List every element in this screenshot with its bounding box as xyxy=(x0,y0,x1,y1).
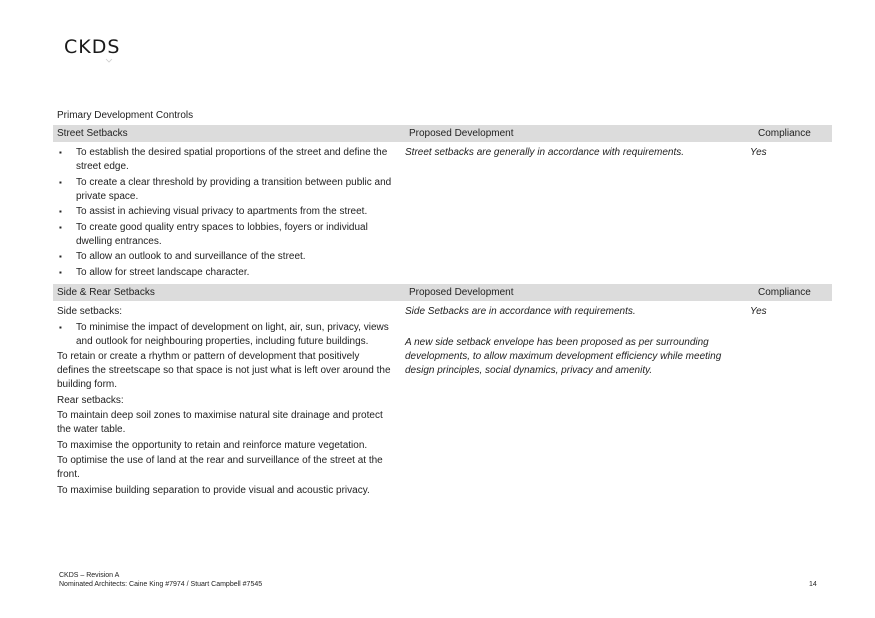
proposed-text-1: Side Setbacks are in accordance with requirements. xyxy=(405,306,636,317)
rear-item: To maximise the opportunity to retain and reinforce mature vegetation. xyxy=(57,439,368,451)
table-row-street-setbacks xyxy=(53,142,832,284)
list-item: ▪ To allow for street landscape character. xyxy=(57,266,393,280)
header-col-compliance: Compliance xyxy=(758,127,811,139)
side-setbacks-objectives xyxy=(57,321,393,349)
table-header-side-rear-setbacks xyxy=(53,284,832,301)
controls-cell xyxy=(53,305,401,499)
list-item: ▪ To allow an outlook to and surveillance of the street. xyxy=(57,250,393,264)
rear-item: To optimise the use of land at the rear and surveillance of the street at the front. xyxy=(57,455,383,480)
list-item: ▪ To minimise the impact of development on light, air, sun, privacy, views and outlook for neighbouring properties, including future buildings. xyxy=(57,321,393,349)
list-item: ▪ To assist in achieving visual privacy to apartments from the street. xyxy=(57,205,393,219)
footer xyxy=(59,571,262,589)
side-setbacks-text: To retain or create a rhythm or pattern of development that positively defines the streetscape so that space is not just what is left over around the building form. xyxy=(57,351,391,390)
side-setbacks-label: Side setbacks: xyxy=(57,306,123,317)
svg-text:CKDS: CKDS xyxy=(64,36,121,58)
table-row-side-rear-setbacks xyxy=(53,301,832,499)
proposed-cell: Street setbacks are generally in accordance with requirements. xyxy=(405,147,685,158)
footer-revision: CKDS – Revision A xyxy=(59,572,120,579)
compliance-cell: Yes xyxy=(750,306,767,317)
header-col-proposed: Proposed Development xyxy=(409,286,514,298)
list-item: ▪ To establish the desired spatial proportions of the street and define the street edge. xyxy=(57,146,393,174)
proposed-cell xyxy=(401,305,746,499)
section-title: Primary Development Controls xyxy=(57,110,194,121)
controls-cell xyxy=(53,146,401,284)
header-col-control: Street Setbacks xyxy=(57,127,128,139)
footer-architects: Nominated Architects: Caine King #7974 / Stuart Campbell #7545 xyxy=(59,581,263,588)
list-item: ▪ To create a clear threshold by providing a transition between public and private space. xyxy=(57,176,393,204)
compliance-cell: Yes xyxy=(750,147,767,158)
header-col-control: Side & Rear Setbacks xyxy=(57,286,155,298)
table-header-street-setbacks xyxy=(53,125,832,142)
rear-item: To maintain deep soil zones to maximise natural site drainage and protect the water table. xyxy=(57,410,383,435)
street-setbacks-objectives xyxy=(57,146,393,280)
rear-setbacks-label: Rear setbacks: xyxy=(57,394,124,406)
controls-table xyxy=(53,125,832,499)
ckds-logo xyxy=(64,36,128,64)
proposed-text-2: A new side setback envelope has been proposed as per surrounding developments, to allow maximum development efficiency while meeting design principles, social dynamics, privacy and amenity. xyxy=(405,337,722,376)
header-col-compliance: Compliance xyxy=(758,286,811,298)
rear-item: To maximise building separation to provide visual and acoustic privacy. xyxy=(57,484,370,496)
page-number: 14 xyxy=(809,581,817,588)
list-item: ▪ To create good quality entry spaces to lobbies, foyers or individual dwelling entrances. xyxy=(57,221,393,249)
header-col-proposed: Proposed Development xyxy=(409,127,514,139)
